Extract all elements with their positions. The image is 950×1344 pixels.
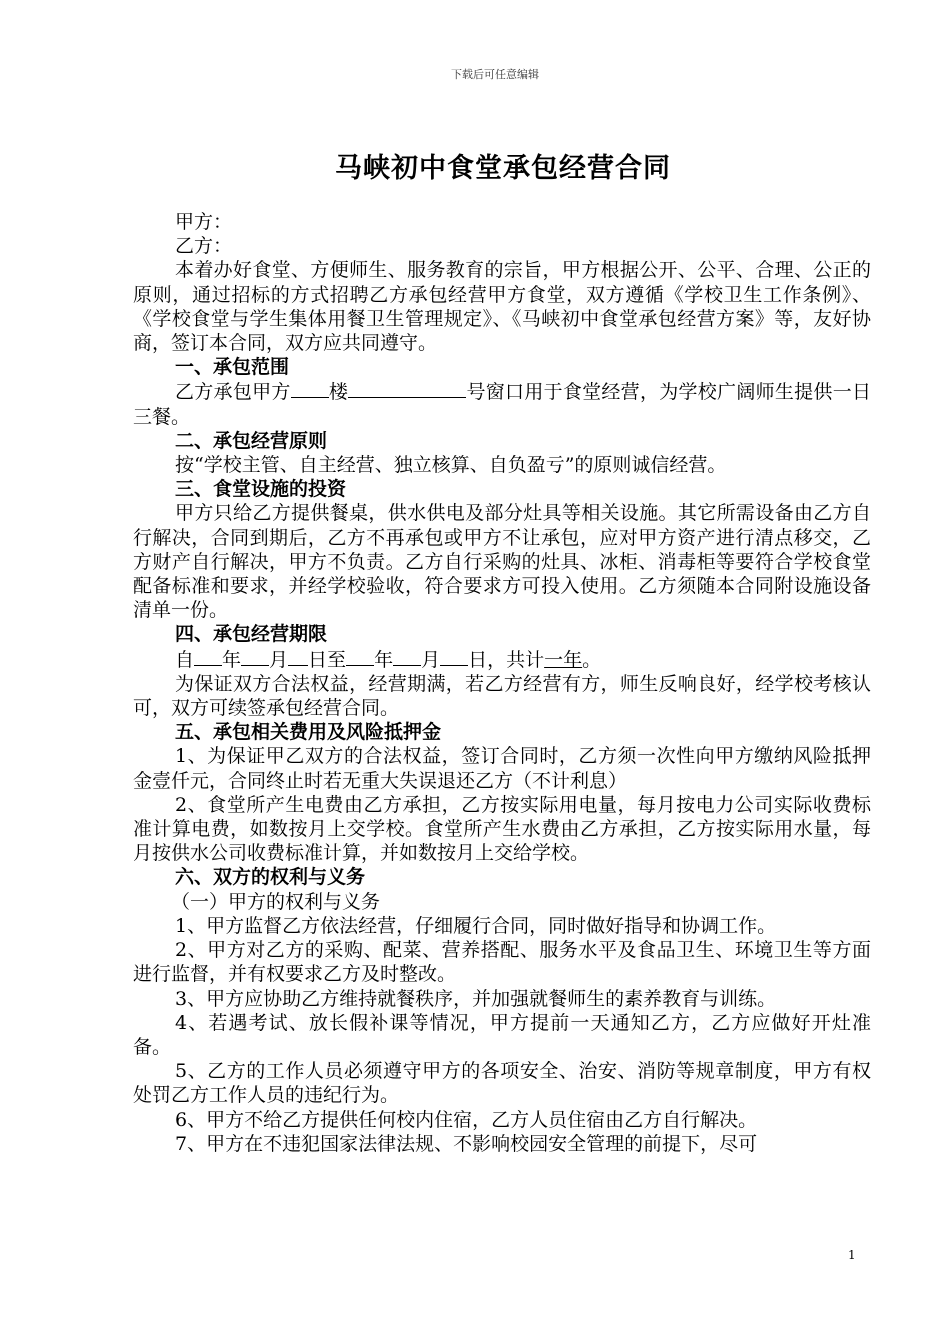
blank-start-day xyxy=(288,647,308,666)
section-1-text xyxy=(133,379,871,428)
term-word: 自 xyxy=(175,648,195,671)
section-6-item: 7、甲方在不违犯国家法律法规、不影响校园安全管理的前提下，尽可 xyxy=(175,1132,758,1155)
party-b-line: 乙方： xyxy=(175,235,233,258)
party-a-line: 甲方： xyxy=(175,211,233,233)
term-duration: 一年 xyxy=(544,648,583,671)
section-3-heading: 三、食堂设施的投资 xyxy=(175,478,347,501)
section-1-text-part: 楼 xyxy=(328,381,349,404)
section-5-heading: 五、承包相关费用及风险抵押金 xyxy=(175,721,442,744)
section-6-item: 1、甲方监督乙方依法经营，仔细履行合同，同时做好指导和协调工作。 xyxy=(175,914,777,937)
section-6-item: 6、甲方不给乙方提供任何校内住宿，乙方人员住宿由乙方自行解决。 xyxy=(175,1108,758,1131)
section-6-subheading: （一）甲方的权利与义务 xyxy=(171,890,381,913)
term-word: 日至 xyxy=(308,648,347,671)
section-6-item: 5、乙方的工作人员必须遵守甲方的各项安全、治安、消防等规章制度，甲方有权处罚乙方工作人员的违纪行为。 xyxy=(133,1060,871,1107)
term-word: 月 xyxy=(421,648,441,671)
section-6-item: 4、若遇考试、放长假补课等情况，甲方提前一天通知乙方，乙方应做好开灶准备。 xyxy=(133,1011,871,1058)
contract-body xyxy=(133,210,871,1156)
section-6-heading: 六、双方的权利与义务 xyxy=(175,866,366,889)
intro-paragraph: 本着办好食堂、方便师生、服务教育的宗旨，甲方根据公开、公平、合理、公正的原则，通过招标的方式招聘乙方承包经营甲方食堂，双方遵循《学校卫生工作条例》、《学校食堂与学生集体用餐卫生管理规定》、《马峡初中食堂承包经营方案》等，友好协商，签订本合同，双方应共同遵守。 xyxy=(133,259,871,355)
section-1-text-part: 乙方承包甲方 xyxy=(175,381,291,404)
blank-end-month xyxy=(393,647,421,666)
term-word: 年 xyxy=(222,648,242,671)
section-4-heading: 四、承包经营期限 xyxy=(175,623,328,646)
blank-window xyxy=(348,379,466,398)
section-5-item: 2、食堂所产生电费由乙方承担，乙方按实际用电量，每月按电力公司实际收费标准计算电费，如数按月上交学校。食堂所产生水费由乙方承担，乙方按实际用水量，每月按供水公司收费标准计算，并如数按月上交给学校。 xyxy=(133,793,871,865)
section-2-text: 按“学校主管、自主经营、独立核算、自负盈亏”的原则诚信经营。 xyxy=(175,454,727,477)
blank-end-day xyxy=(440,647,468,666)
blank-start-month xyxy=(241,647,269,666)
section-5-item: 1、为保证甲乙双方的合法权益，签订合同时，乙方须一次性向甲方缴纳风险抵押金壹仟元，合同终止时若无重大失误退还乙方（不计利息） xyxy=(133,745,871,792)
blank-building xyxy=(291,379,329,398)
blank-end-year xyxy=(346,647,374,666)
section-4-term-line xyxy=(133,647,871,672)
blank-start-year xyxy=(194,647,222,666)
term-word: 。 xyxy=(582,648,602,671)
section-6-item: 2、甲方对乙方的采购、配菜、营养搭配、服务水平及食品卫生、环境卫生等方面进行监督，并有权要求乙方及时整改。 xyxy=(133,939,871,986)
document-title: 马峡初中食堂承包经营合同 xyxy=(335,153,671,184)
page-number: 1 xyxy=(848,1248,856,1262)
section-3-text: 甲方只给乙方提供餐桌，供水供电及部分灶具等相关设施。其它所需设备由乙方自行解决，合同到期后，乙方不再承包或甲方不让承包，应对甲方资产进行清点移交，乙方财产自行解决，甲方不负责。乙方自行采购的灶具、冰柜、消毒柜等要符合学校食堂配备标准和要求，并经学校验收，符合要求方可投入使用。乙方须随本合同附设施设备清单一份。 xyxy=(133,502,871,622)
section-1-heading: 一、承包范围 xyxy=(175,356,290,379)
section-6-item: 3、甲方应协助乙方维持就餐秩序，并加强就餐师生的素养教育与训练。 xyxy=(175,987,777,1010)
section-2-heading: 二、承包经营原则 xyxy=(175,429,328,452)
term-word: 年 xyxy=(374,648,394,671)
section-4-text: 为保证双方合法权益，经营期满，若乙方经营有方，师生反响良好，经学校考核认可，双方可续签承包经营合同。 xyxy=(133,672,871,720)
term-word: 日，共计 xyxy=(468,648,545,671)
term-word: 月 xyxy=(269,648,289,671)
header-note: 下载后可任意编辑 xyxy=(451,68,539,81)
section-1-text-part: 号窗口用于食堂经营，为学校广阔师生提供一日三餐。 xyxy=(133,381,871,428)
